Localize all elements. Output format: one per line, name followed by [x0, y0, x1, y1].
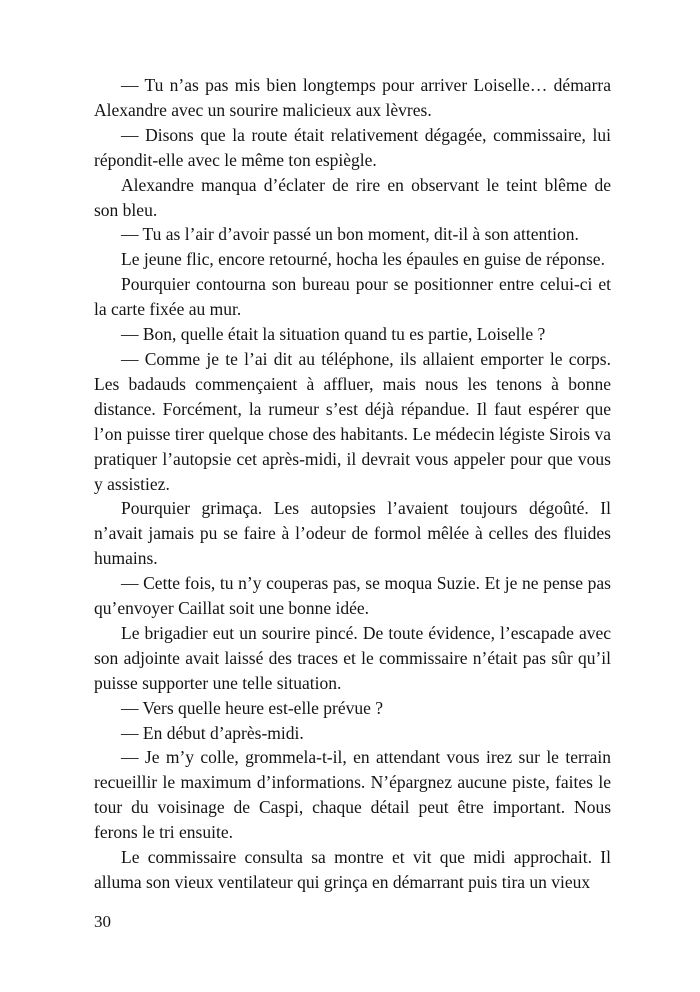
paragraph: — Disons que la route était relativement dégagée, commissaire, lui répondit-elle avec le même ton espiègle.	[94, 124, 611, 170]
paragraph: — Comme je te l’ai dit au téléphone, ils allaient emporter le corps. Les badauds commençaient à affluer, mais nous les tenons à bonne distance. Forcément, la rumeur s’est déjà répandue. Il faut espérer que l’on puisse tirer quelque chose des habitants. Le médecin légiste Sirois va pratiquer l’autopsie cet après-midi, il devrait vous appeler pour que vous y assistiez.	[94, 348, 611, 494]
paragraph: — Tu n’as pas mis bien longtemps pour arriver Loiselle… démarra Alexandre avec un sourire malicieux aux lèvres.	[94, 75, 611, 120]
paragraph: Le jeune flic, encore retourné, hocha les épaules en guise de réponse.	[121, 249, 605, 270]
page-number: 30	[94, 912, 111, 931]
paragraph: Le brigadier eut un sourire pincé. De toute évidence, l’escapade avec son adjointe avait laissé des traces et le commissaire n’était pas sûr qu’il puisse supporter une telle situation.	[94, 622, 611, 693]
paragraph: Pourquier grimaça. Les autopsies l’avaient toujours dégoûté. Il n’avait jamais pu se faire à l’odeur de formol mêlée à celles des fluides humains.	[94, 498, 611, 569]
paragraph: — Je m’y colle, grommela-t-il, en attendant vous irez sur le terrain recueillir le maximum d’informations. N’épargnez aucune piste, faites le tour du voisinage de Caspi, chaque détail peut être important. Nous ferons le tri ensuite.	[94, 747, 611, 843]
paragraph: — Cette fois, tu n’y couperas pas, se moqua Suzie. Et je ne pense pas qu’envoyer Caillat soit une bonne idée.	[94, 573, 611, 619]
paragraph: — En début d’après-midi.	[121, 722, 304, 743]
paragraph: Alexandre manqua d’éclater de rire en observant le teint blême de son bleu.	[94, 174, 611, 220]
paragraph: — Bon, quelle était la situation quand tu es partie, Loiselle ?	[121, 324, 546, 345]
paragraph: Le commissaire consulta sa montre et vit que midi approchait. Il alluma son vieux ventilateur qui grinça en démarrant puis tira un vieux	[94, 847, 611, 892]
paragraph: — Tu as l’air d’avoir passé un bon moment, dit-il à son attention.	[121, 224, 579, 245]
paragraph: Pourquier contourna son bureau pour se positionner entre celui-ci et la carte fixée au mur.	[94, 274, 611, 320]
page-text	[94, 73, 611, 895]
paragraph: — Vers quelle heure est-elle prévue ?	[121, 697, 384, 718]
